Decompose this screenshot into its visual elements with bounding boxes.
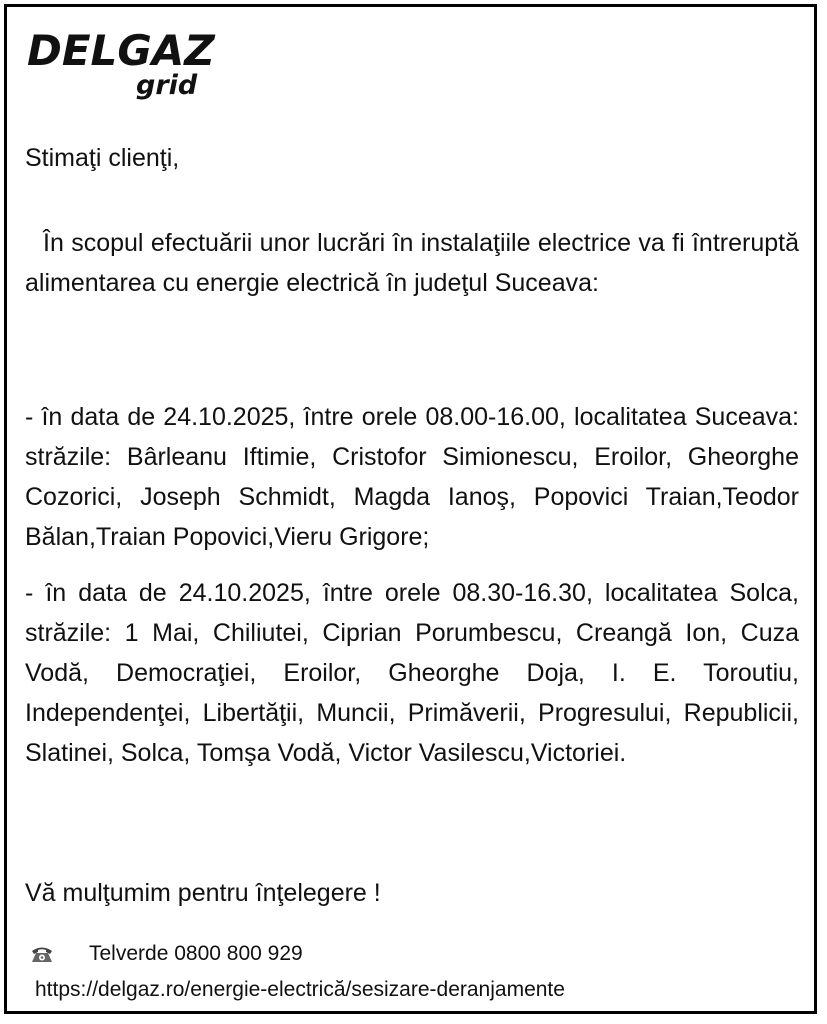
- outage-item-suceava: - în data de 24.10.2025, între orele 08.00-16.00, localitatea Suceava: străzile: Bârleanu Iftimie, Cristofor Simionescu, Eroilor, Gheorghe Cozorici, Joseph Schmidt, Magda Ianoş, Popovici Traian,Teodor Bălan,Traian Popovici,Vieru Grigore;: [25, 403, 799, 551]
- logo-sub-text: grid: [136, 70, 198, 101]
- notice-frame: [4, 4, 817, 1014]
- phone-contact: [29, 939, 303, 969]
- outage-item-solca: - în data de 24.10.2025, între orele 08.30-16.30, localitatea Solca, străzile: 1 Mai, Chiliutei, Ciprian Porumbescu, Creangă Ion, Cuza Vodă, Democraţiei, Eroilor, Gheorghe Doja, I. E. Toroutiu, Independenţei, Libertăţii, Muncii, Primăverii, Progresului, Republicii, Slatinei, Solca, Tomşa Vodă, Victor Vasilescu,Victoriei.: [25, 579, 799, 767]
- telephone-icon: [29, 943, 55, 965]
- intro-paragraph: [25, 223, 799, 303]
- delgaz-grid-logo: [27, 27, 217, 107]
- thanks-message: Vă mulţumim pentru înţelegere !: [25, 879, 381, 907]
- logo-main-text: DELGAZ: [27, 26, 215, 75]
- phone-number: Telverde 0800 800 929: [89, 942, 303, 965]
- greeting: Stimaţi clienţi,: [25, 144, 180, 172]
- intro-text: În scopul efectuării unor lucrări în instalaţiile electrice va fi întreruptă alimentarea cu energie electrică în judeţul Suceava:: [25, 229, 799, 297]
- report-url[interactable]: https://delgaz.ro/energie-electrică/sesizare-deranjamente: [35, 978, 565, 1001]
